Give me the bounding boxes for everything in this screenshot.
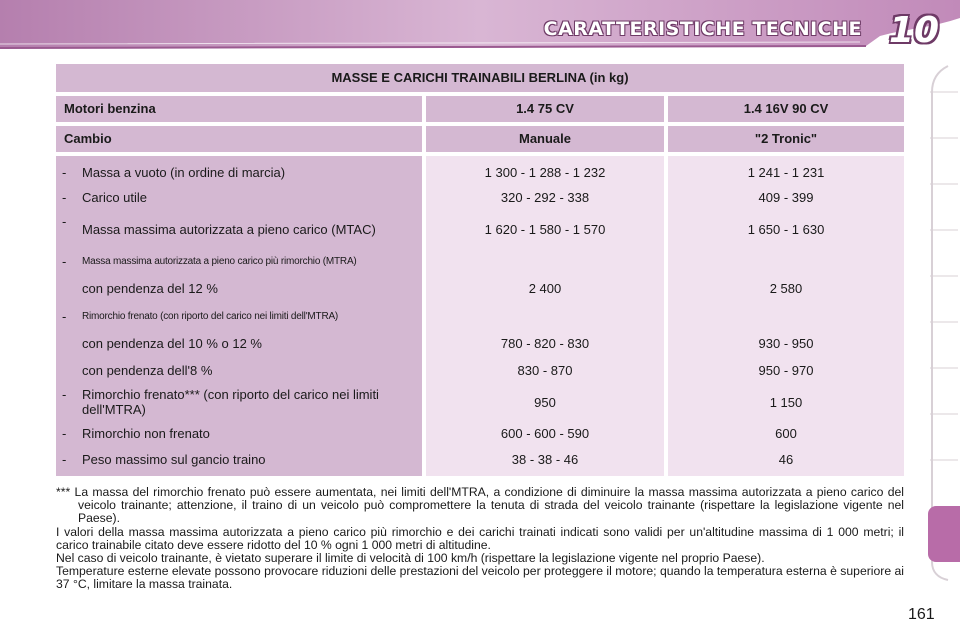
cell-value: 1 300 - 1 288 - 1 232	[484, 165, 606, 180]
table-body	[56, 156, 904, 476]
row-label: Rimorchio non frenato	[82, 425, 210, 441]
table-row	[56, 210, 422, 248]
cell-value	[426, 302, 664, 330]
table-row	[56, 330, 422, 357]
table-row	[56, 384, 422, 420]
cell-value: 409 - 399	[758, 190, 814, 205]
cell-value: 950 - 970	[758, 363, 814, 378]
row-label: con pendenza dell'8 %	[82, 363, 213, 378]
row-label: Carico utile	[82, 190, 148, 205]
table-row	[56, 160, 422, 185]
notes-section	[56, 486, 904, 592]
note-paragraph: Nel caso di veicolo trainante, è vietato superare il limite di velocità di 100 km/h (rispettare la legislazione vigente nel proprio Paese).	[56, 551, 765, 566]
cell-value	[668, 248, 904, 274]
gearbox-header-label: Cambio	[56, 126, 422, 152]
engine-header-col2: 1.4 16V 90 CV	[668, 96, 904, 122]
cell-value: 600	[775, 425, 797, 441]
cell-value: 780 - 820 - 830	[500, 336, 590, 351]
cell-value: 2 400	[528, 280, 562, 296]
table-row	[56, 446, 422, 472]
row-bullet: -	[62, 387, 67, 402]
row-label: Rimorchio frenato (con riporto del carico nei limiti dell'MTRA)	[82, 310, 339, 322]
cell-value: 320 - 292 - 338	[500, 190, 590, 205]
row-bullet: -	[62, 253, 67, 269]
row-label: Rimorchio frenato*** (con riporto del carico nei limiti dell'MTRA)	[82, 387, 379, 417]
chapter-tabs	[928, 62, 960, 582]
table-col1-values	[426, 156, 664, 476]
cell-value: 1 620 - 1 580 - 1 570	[484, 221, 606, 237]
cell-value	[426, 248, 664, 274]
cell-value: 830 - 870	[517, 363, 573, 378]
cell-value: 950	[534, 394, 556, 410]
table-row	[56, 248, 422, 274]
chapter-number-badge: 10	[888, 10, 940, 51]
row-label: Massa massima autorizzata a pieno carico più rimorchio (MTRA)	[82, 255, 357, 267]
engine-header-col1: 1.4 75 CV	[426, 96, 664, 122]
cell-value: 600 - 600 - 590	[500, 425, 590, 441]
note-paragraph: Temperature esterne elevate possono provocare riduzioni delle prestazioni del veicolo per proteggere il motore; quando la temperatura esterna è superiore ai 37 °C, limitare la massa trainata.	[56, 564, 904, 592]
row-label: Massa massima autorizzata a pieno carico (MTAC)	[82, 221, 376, 237]
cell-value: 1 150	[769, 394, 803, 410]
table-title: MASSE E CARICHI TRAINABILI BERLINA (in kg)	[56, 64, 904, 92]
cell-value: 38 - 38 - 46	[511, 451, 579, 467]
gearbox-header-col2: "2 Tronic"	[668, 126, 904, 152]
masses-table	[56, 64, 904, 476]
row-bullet: -	[62, 308, 67, 324]
page-number: 161	[908, 606, 935, 623]
row-bullet: -	[62, 190, 67, 205]
table-row	[56, 357, 422, 384]
chapter-tab-active[interactable]	[928, 506, 960, 562]
note-paragraph: I valori della massa massima autorizzata a pieno carico più rimorchio e dei carichi trainati indicati sono validi per un'altitudine massima di 1 000 metri; il carico trainabile citato deve essere ridotto del 10 % ogni 1 000 metri di altitudine.	[56, 524, 904, 552]
table-label-column	[56, 156, 422, 476]
row-label: con pendenza del 10 % o 12 %	[82, 336, 262, 351]
footnote: *** La massa del rimorchio frenato può essere aumentata, nei limiti dell'MTRA, a condizione di diminuire la massa massima autorizzata a pieno carico del veicolo trainante; attenzione, il traino di un veicolo può compromettere la tenuta di strada del veicolo trainante (rispettare la legislazione vigente nel Paese).	[56, 485, 904, 526]
cell-value: 46	[778, 451, 794, 467]
row-label: con pendenza del 12 %	[82, 280, 218, 296]
row-bullet: -	[62, 214, 67, 229]
cell-value: 930 - 950	[758, 336, 814, 351]
table-row	[56, 274, 422, 302]
table-row	[56, 185, 422, 210]
table-row	[56, 420, 422, 446]
row-bullet: -	[62, 425, 67, 441]
chapter-title: CARATTERISTICHE TECNICHE	[543, 18, 862, 40]
row-bullet: -	[62, 165, 67, 180]
engine-header-row	[56, 96, 904, 122]
cell-value: 1 241 - 1 231	[747, 165, 825, 180]
gearbox-header-row	[56, 126, 904, 152]
row-label: Massa a vuoto (in ordine di marcia)	[82, 165, 286, 180]
cell-value: 2 580	[769, 280, 803, 296]
row-bullet: -	[62, 451, 67, 467]
engine-header-label: Motori benzina	[56, 96, 422, 122]
gearbox-header-col1: Manuale	[426, 126, 664, 152]
cell-value: 1 650 - 1 630	[747, 221, 825, 237]
table-col2-values	[668, 156, 904, 476]
row-label: Peso massimo sul gancio traino	[82, 451, 266, 467]
table-row	[56, 302, 422, 330]
cell-value	[668, 302, 904, 330]
